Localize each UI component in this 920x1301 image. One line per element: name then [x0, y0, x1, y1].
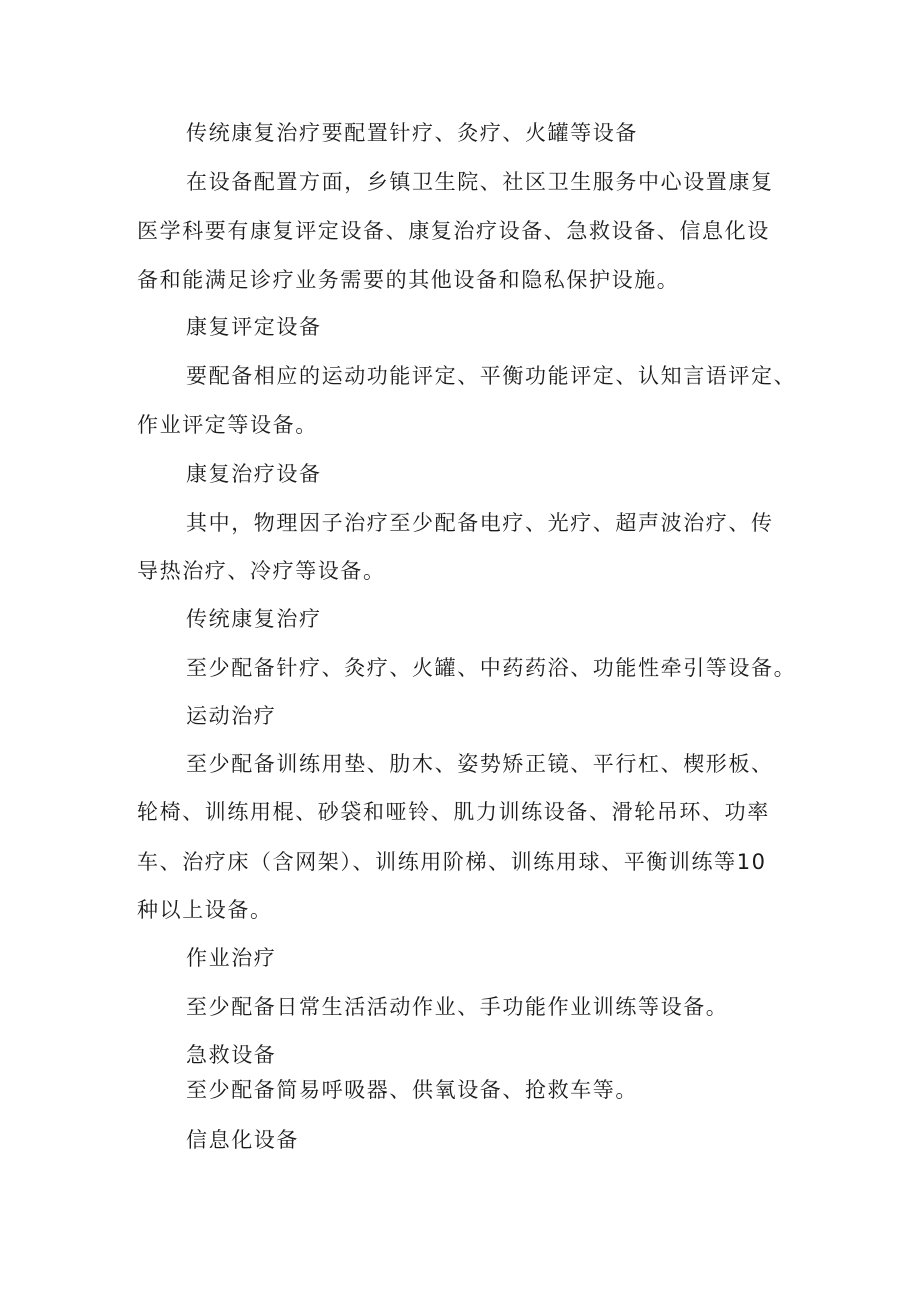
- heading-it-equipment: 信息化设备: [186, 1128, 299, 1152]
- heading-rehab-assessment: 康复评定设备: [186, 315, 322, 339]
- heading-traditional-rehab-config: 传统康复治疗要配置针疗、灸疗、火罐等设备: [186, 121, 638, 145]
- paragraph-line: 导热治疗、冷疗等设备。: [137, 559, 386, 583]
- heading-occupational-therapy: 作业治疗: [186, 946, 277, 970]
- paragraph-line: 种以上设备。: [137, 898, 273, 922]
- heading-traditional-rehab: 传统康复治疗: [186, 607, 322, 631]
- paragraph-line: 医学科要有康复评定设备、康复治疗设备、急救设备、信息化设: [137, 219, 770, 243]
- heading-exercise-therapy: 运动治疗: [186, 704, 277, 728]
- paragraph-line: 其中，物理因子治疗至少配备电疗、光疗、超声波治疗、传: [186, 511, 774, 535]
- paragraph-line: 作业评定等设备。: [137, 413, 318, 437]
- paragraph-line: 至少配备针疗、灸疗、火罐、中药药浴、功能性牵引等设备。: [186, 656, 797, 680]
- heading-emergency-equipment: 急救设备: [186, 1043, 277, 1067]
- paragraph-line: 车、治疗床（含网架）、训练用阶梯、训练用球、平衡训练等10: [137, 850, 767, 874]
- paragraph-line: 要配备相应的运动功能评定、平衡功能评定、认知言语评定、: [186, 364, 797, 388]
- paragraph-line: 至少配备简易呼吸器、供氧设备、抢救车等。: [186, 1078, 638, 1102]
- paragraph-line: 备和能满足诊疗业务需要的其他设备和隐私保护设施。: [137, 268, 680, 292]
- paragraph-line: 至少配备训练用垫、肋木、姿势矫正镜、平行杠、楔形板、: [186, 752, 774, 776]
- heading-rehab-treatment: 康复治疗设备: [186, 462, 322, 486]
- paragraph-line: 至少配备日常生活活动作业、手功能作业训练等设备。: [186, 995, 729, 1019]
- paragraph-line: 在设备配置方面，乡镇卫生院、社区卫生服务中心设置康复: [186, 170, 774, 194]
- paragraph-line: 轮椅、训练用棍、砂袋和哑铃、肌力训练设备、滑轮吊环、功率: [137, 800, 770, 824]
